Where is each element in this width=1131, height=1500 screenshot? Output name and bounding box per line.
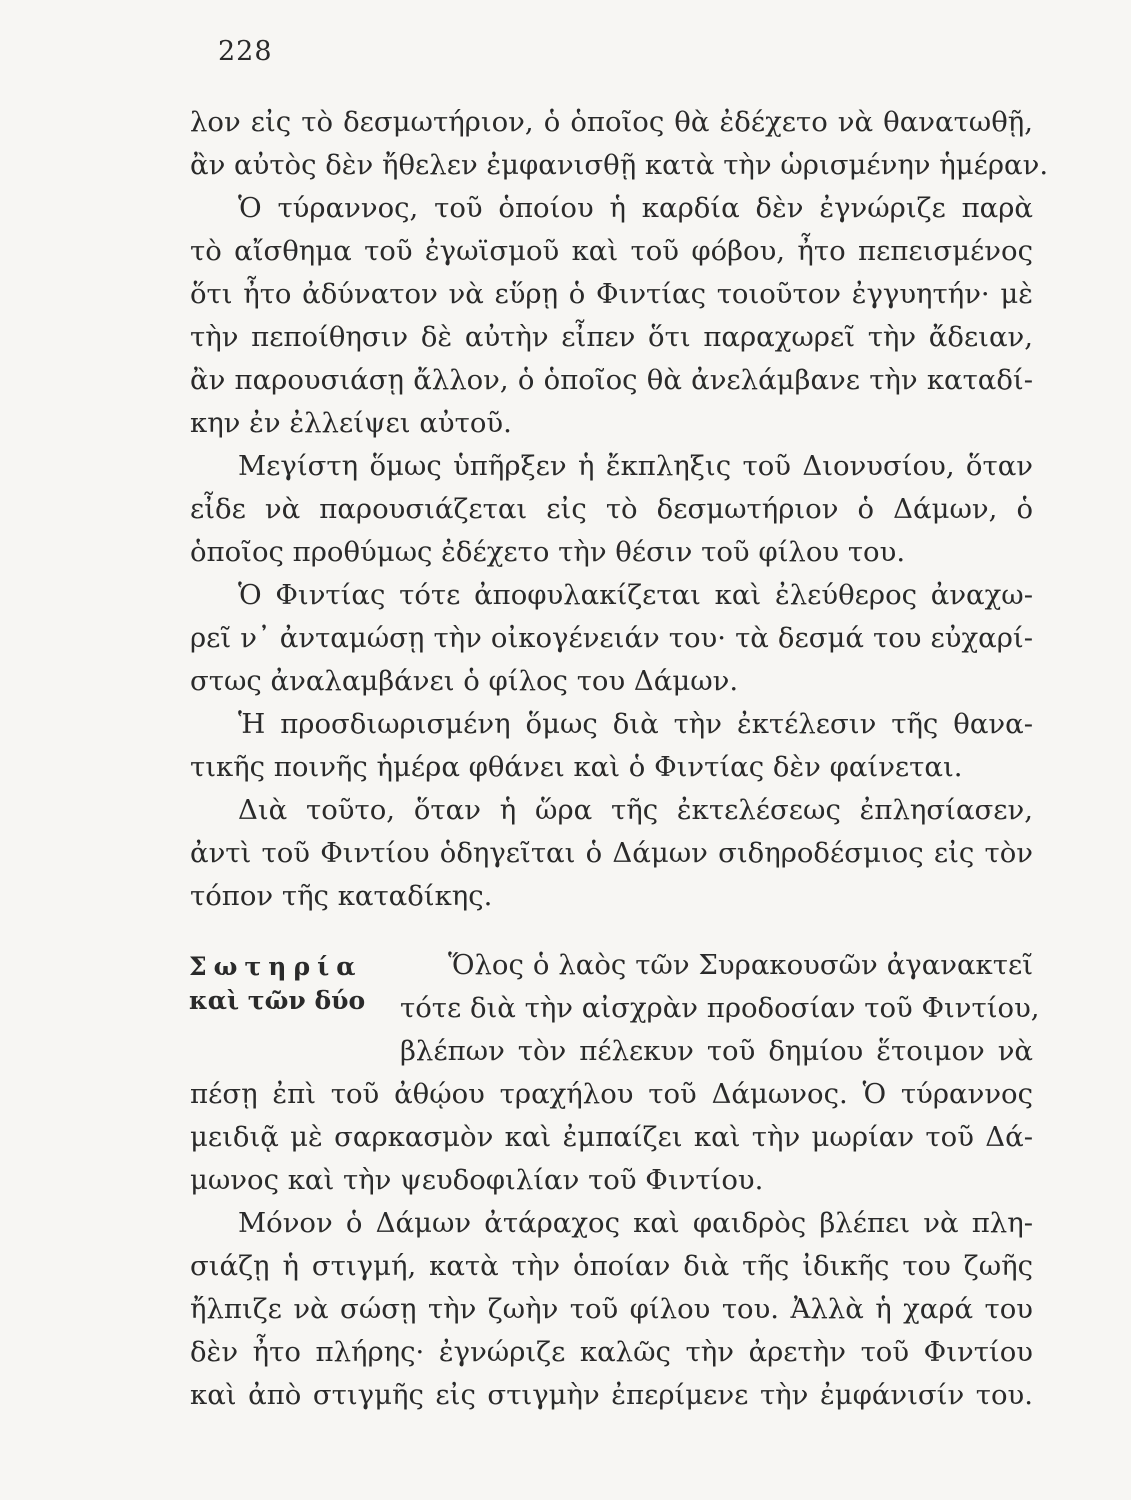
margin-heading (189, 950, 379, 1018)
text-line: Ὅλος ὁ λαὸς τῶν Συρακουσῶν ἀγανακτεῖ (448, 949, 1033, 981)
text-line: κην ἐν ἐλλείψει αὐτοῦ. (190, 407, 512, 439)
text-line: μειδιᾷ μὲ σαρκασμὸν καὶ ἐμπαίζει καὶ τὴν μωρίαν τοῦ Δά- (190, 1121, 1033, 1153)
text-line: Ὁ Φιντίας τότε ἀποφυλακίζεται καὶ ἐλεύθερος ἀναχω- (238, 579, 1033, 611)
page-number: 228 (218, 36, 273, 67)
text-line: ρεῖ ν᾽ ἀνταμώσῃ τὴν οἰκογένειάν του· τὰ δεσμά του εὐχαρί- (190, 622, 1033, 654)
text-line: εἶδε νὰ παρουσιάζεται εἰς τὸ δεσμωτήριον ὁ Δάμων, ὁ (190, 493, 1033, 525)
text-line: τότε διὰ τὴν αἰσχρὰν προδοσίαν τοῦ Φιντίου, (400, 992, 1040, 1024)
text-line: ὁποῖος προθύμως ἐδέχετο τὴν θέσιν τοῦ φίλου του. (190, 536, 906, 568)
text-line: μωνος καὶ τὴν ψευδοφιλίαν τοῦ Φιντίου. (190, 1164, 764, 1196)
text-line: ἀντὶ τοῦ Φιντίου ὁδηγεῖται ὁ Δάμων σιδηροδέσμιος εἰς τὸν (190, 837, 1033, 869)
text-line: ἂν αὐτὸς δὲν ἤθελεν ἐμφανισθῇ κατὰ τὴν ὡρισμένην ἡμέραν. (190, 149, 1049, 181)
text-line: βλέπων τὸν πέλεκυν τοῦ δημίου ἕτοιμον νὰ (400, 1035, 1033, 1067)
text-line: Ὁ τύραννος, τοῦ ὁποίου ἡ καρδία δὲν ἐγνώριζε παρὰ (238, 192, 1033, 224)
text-line: καὶ ἀπὸ στιγμῆς εἰς στιγμὴν ἐπερίμενε τὴν ἐμφάνισίν του. (190, 1379, 1033, 1411)
text-line: δὲν ἦτο πλήρης· ἐγνώριζε καλῶς τὴν ἀρετὴν τοῦ Φιντίου (190, 1336, 1033, 1368)
text-line: τὴν πεποίθησιν δὲ αὐτὴν εἶπεν ὅτι παραχωρεῖ τὴν ἄδειαν, (190, 321, 1033, 353)
text-line: στως ἀναλαμβάνει ὁ φίλος του Δάμων. (190, 665, 739, 697)
text-line: τὸ αἴσθημα τοῦ ἐγωϊσμοῦ καὶ τοῦ φόβου, ἦτο πεπεισμένος (190, 235, 1033, 267)
text-line: Μεγίστη ὅμως ὑπῆρξεν ἡ ἔκπληξις τοῦ Διονυσίου, ὅταν (238, 450, 1033, 482)
margin-heading-line: καὶ τῶν δύο (189, 986, 366, 1015)
text-line: τικῆς ποινῆς ἡμέρα φθάνει καὶ ὁ Φιντίας δὲν φαίνεται. (190, 751, 963, 783)
text-line: Διὰ τοῦτο, ὅταν ἡ ὥρα τῆς ἐκτελέσεως ἐπλησίασεν, (238, 794, 1033, 826)
text-line: ὅτι ἦτο ἀδύνατον νὰ εὕρῃ ὁ Φιντίας τοιοῦτον ἐγγυητήν· μὲ (190, 278, 1033, 310)
text-line: τόπον τῆς καταδίκης. (190, 880, 493, 912)
text-line: ἂν παρουσιάσῃ ἄλλον, ὁ ὁποῖος θὰ ἀνελάμβανε τὴν καταδί- (190, 364, 1033, 396)
text-line: πέσῃ ἐπὶ τοῦ ἀθῴου τραχήλου τοῦ Δάμωνος. Ὁ τύραννος (190, 1078, 1033, 1110)
text-line: σιάζῃ ἡ στιγμή, κατὰ τὴν ὁποίαν διὰ τῆς ἰδικῆς του ζωῆς (190, 1250, 1033, 1282)
text-line: ἤλπιζε νὰ σώσῃ τὴν ζωὴν τοῦ φίλου του. Ἀλλὰ ἡ χαρά του (190, 1293, 1033, 1325)
text-line: λον εἰς τὸ δεσμωτήριον, ὁ ὁποῖος θὰ ἐδέχετο νὰ θανατωθῇ, (190, 106, 1033, 138)
margin-heading-line: Σωτηρία (189, 952, 363, 981)
text-line: Μόνον ὁ Δάμων ἀτάραχος καὶ φαιδρὸς βλέπει νὰ πλη- (238, 1207, 1033, 1239)
text-line: Ἡ προσδιωρισμένη ὅμως διὰ τὴν ἐκτέλεσιν τῆς θανα- (238, 708, 1033, 740)
